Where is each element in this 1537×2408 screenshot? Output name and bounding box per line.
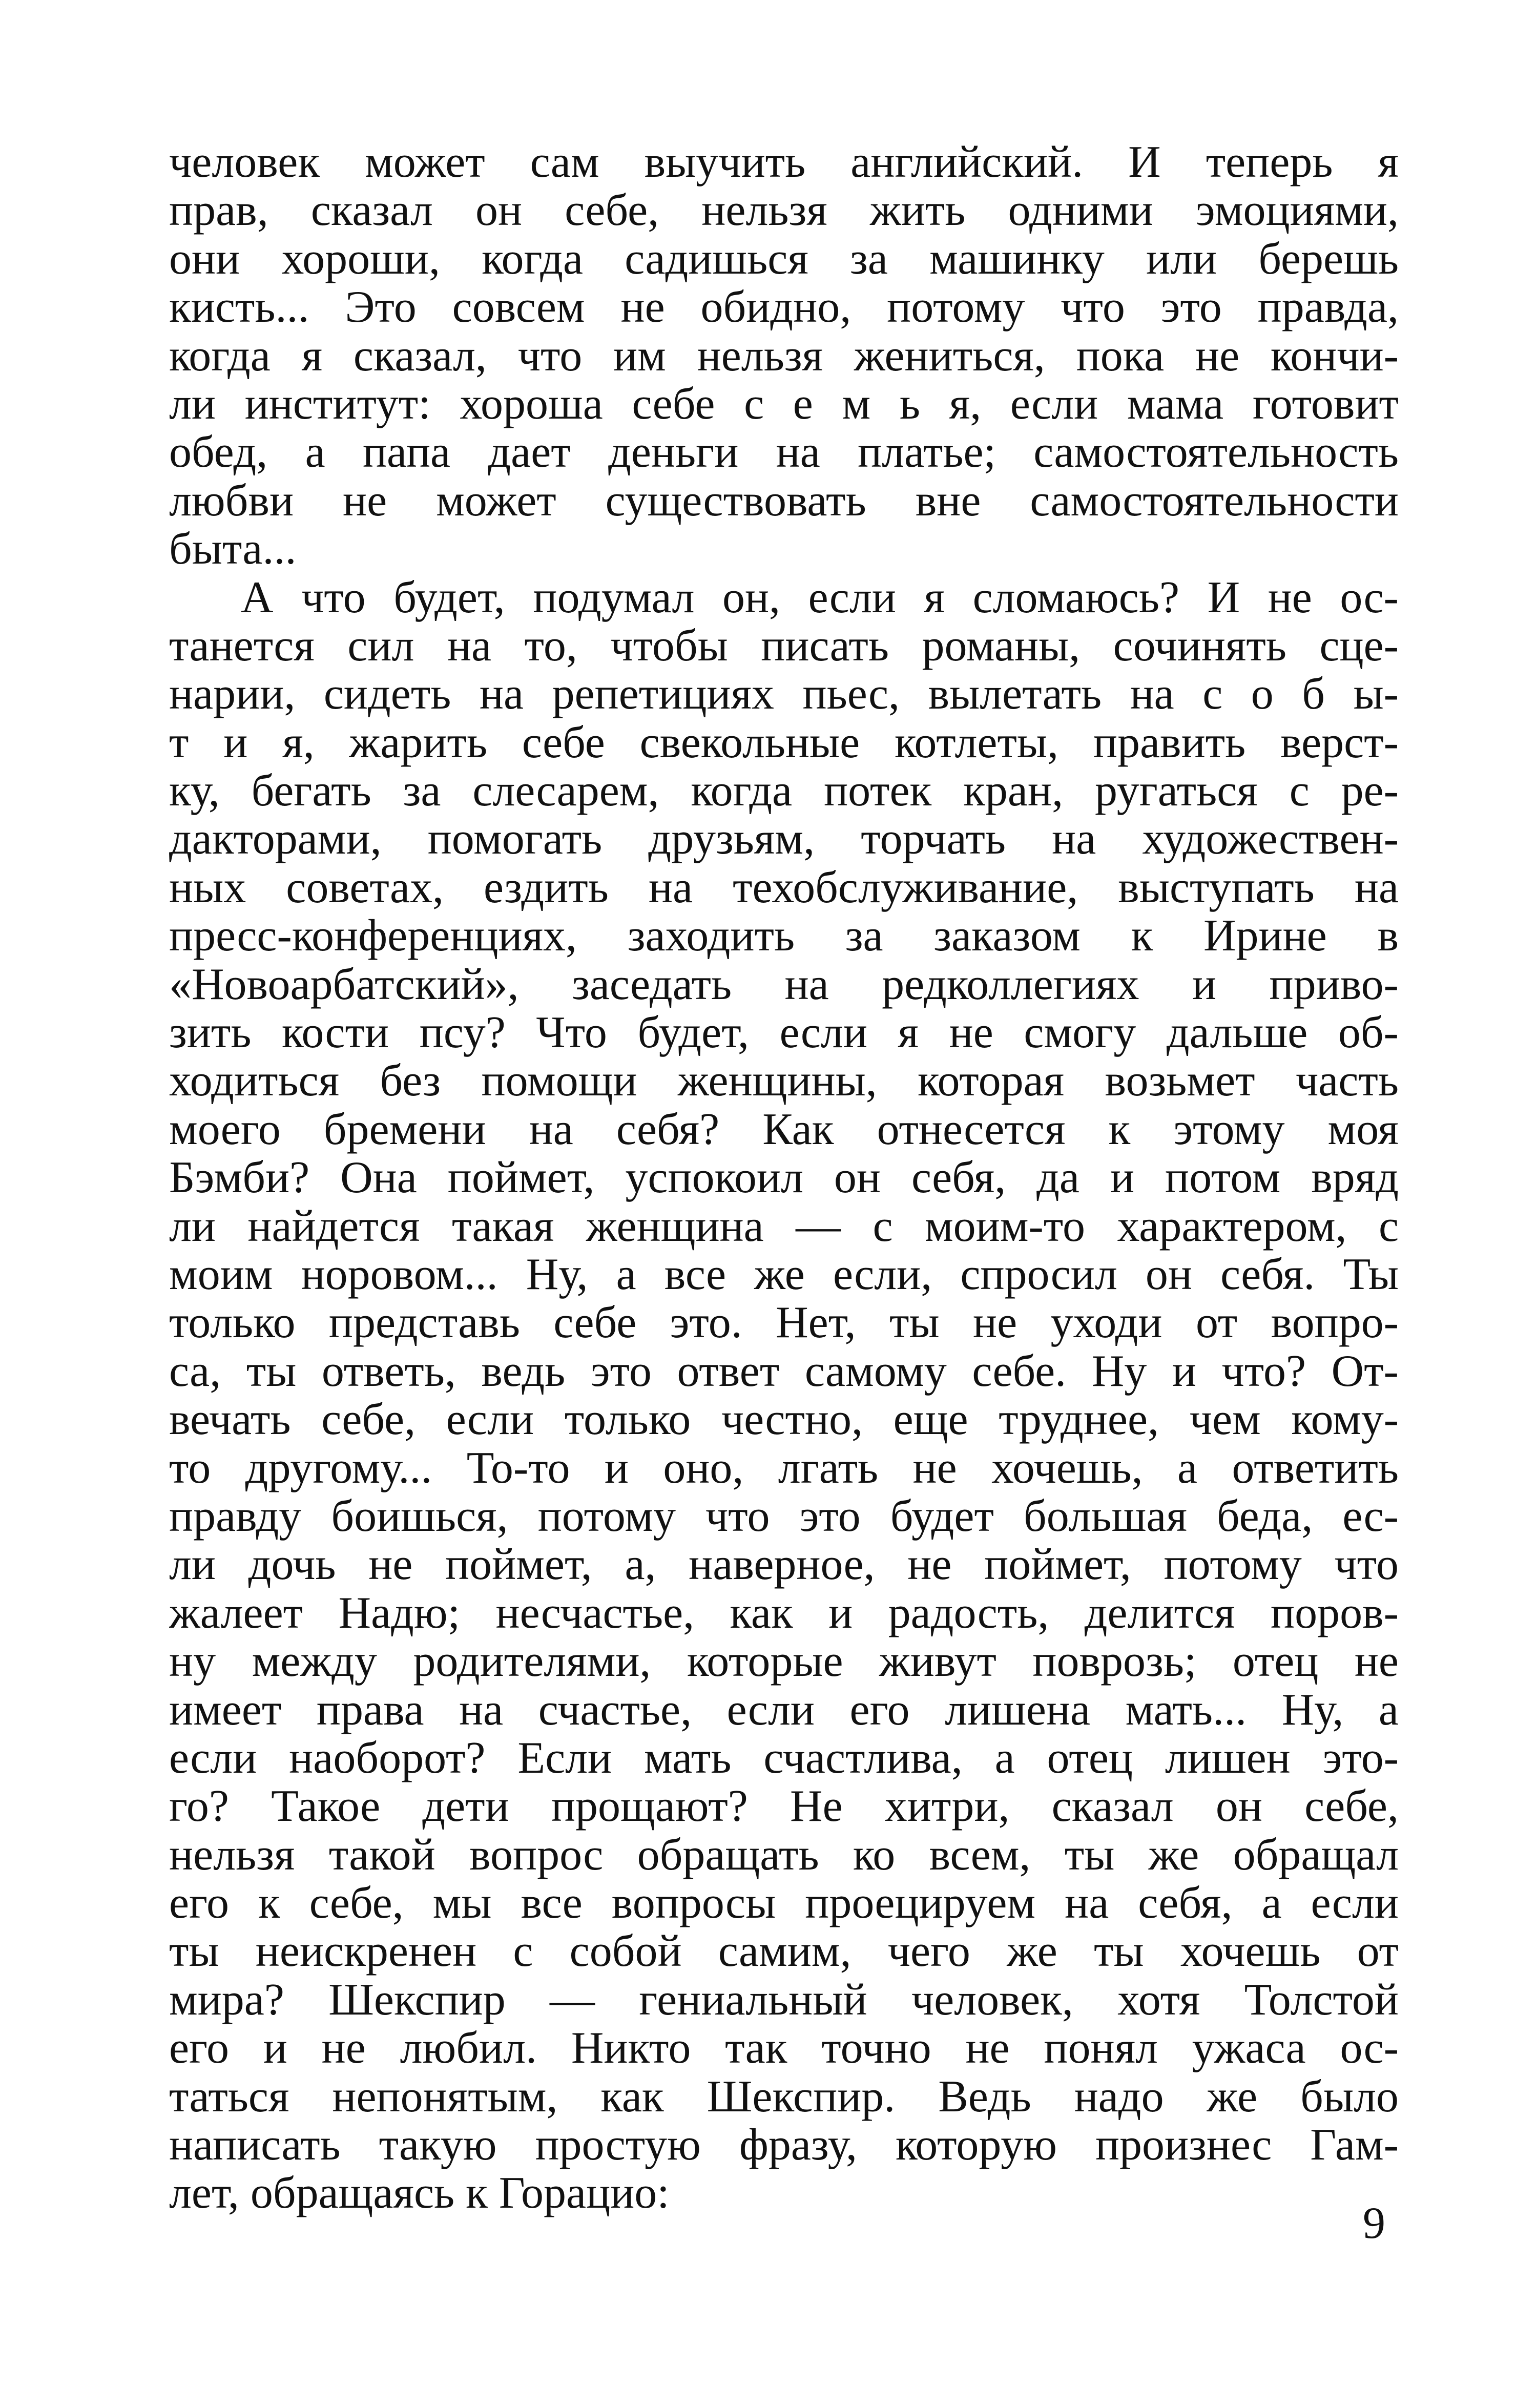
text-line: то другому... То-то и оно, лгать не хочешь, а ответить [169, 1444, 1399, 1492]
text-line: ты неискренен с собой самим, чего же ты хочешь от [169, 1927, 1399, 1976]
text-line: таться непонятым, как Шекспир. Ведь надо же было [169, 2072, 1399, 2122]
text-line: быта... [169, 525, 297, 574]
text-line: они хороши, когда садишься за машинку или берешь [169, 235, 1399, 284]
text-line: «Новоарбатский», заседать на редколлегиях и приво- [169, 960, 1399, 1009]
text-line: ку, бегать за слесарем, когда потек кран, ругаться с ре- [169, 767, 1399, 816]
text-line: нарии, сидеть на репетициях пьес, вылетать на с о б ы- [169, 670, 1399, 719]
text-line: зить кости псу? Что будет, если я не смогу дальше об- [169, 1009, 1399, 1057]
text-line: кисть... Это совсем не обидно, потому что это правда, [169, 283, 1399, 332]
text-line: ли дочь не поймет, а, наверное, не поймет, потому что [169, 1541, 1399, 1589]
text-line: ли найдется такая женщина — с моим-то характером, с [169, 1202, 1399, 1251]
text-line: моего бремени на себя? Как отнесется к этому моя [169, 1105, 1399, 1154]
text-line: ходиться без помощи женщины, которая возьмет часть [169, 1057, 1399, 1106]
text-line: ну между родителями, которые живут поврозь; отец не [169, 1637, 1399, 1686]
text-line: правду боишься, потому что это будет большая беда, ес- [169, 1492, 1399, 1541]
text-line: имеет права на счастье, если его лишена мать... Ну, а [169, 1686, 1399, 1734]
text-line: моим норовом... Ну, а все же если, спросил он себя. Ты [169, 1250, 1399, 1299]
paragraph-start-line: А что будет, подумал он, если я сломаюсь? И не ос- [241, 573, 1399, 622]
text-line: только представь себе это. Нет, ты не уходи от вопро- [169, 1299, 1399, 1347]
text-line: ли институт: хороша себе с е м ь я, если мама готовит [169, 380, 1399, 429]
text-line: прав, сказал он себе, нельзя жить одними эмоциями, [169, 186, 1399, 235]
text-line: дакторами, помогать друзьям, торчать на художествен- [169, 815, 1399, 864]
text-line: пресс-конференциях, заходить за заказом к Ирине в [169, 912, 1399, 961]
text-line: Бэмби? Она поймет, успокоил он себя, да и потом вряд [169, 1154, 1399, 1202]
text-line: нельзя такой вопрос обращать ко всем, ты же обращал [169, 1831, 1399, 1880]
text-line: вечать себе, если только честно, еще труднее, чем кому- [169, 1396, 1399, 1444]
text-line: танется сил на то, чтобы писать романы, сочинять сце- [169, 621, 1399, 671]
text-line: са, ты ответь, ведь это ответ самому себе. Ну и что? От- [169, 1347, 1399, 1396]
text-line: его к себе, мы все вопросы проецируем на себя, а если [169, 1879, 1399, 1928]
body-text [169, 138, 1399, 2218]
page-number: 9 [1363, 2198, 1385, 2248]
text-line: человек может сам выучить английский. И теперь я [169, 138, 1399, 187]
text-line: его и не любил. Никто так точно не понял ужаса ос- [169, 2024, 1399, 2073]
text-line: жалеет Надю; несчастье, как и радость, делится поров- [169, 1589, 1399, 1638]
text-line: лет, обращаясь к Горацио: [169, 2169, 670, 2218]
text-line: обед, а папа дает деньги на платье; самостоятельность [169, 428, 1399, 477]
text-line: го? Такое дети прощают? Не хитри, сказал он себе, [169, 1782, 1399, 1831]
text-line: ных советах, ездить на техобслуживание, выступать на [169, 863, 1399, 912]
text-line: мира? Шекспир — гениальный человек, хотя Толстой [169, 1976, 1399, 2025]
text-line: любви не может существовать вне самостоятельности [169, 476, 1399, 526]
text-line: написать такую простую фразу, которую произнес Гам- [169, 2121, 1399, 2170]
text-line: когда я сказал, что им нельзя жениться, пока не кончи- [169, 331, 1399, 380]
text-line: если наоборот? Если мать счастлива, а отец лишен это- [169, 1734, 1399, 1783]
text-line: т и я, жарить себе свекольные котлеты, править верст- [169, 718, 1399, 767]
